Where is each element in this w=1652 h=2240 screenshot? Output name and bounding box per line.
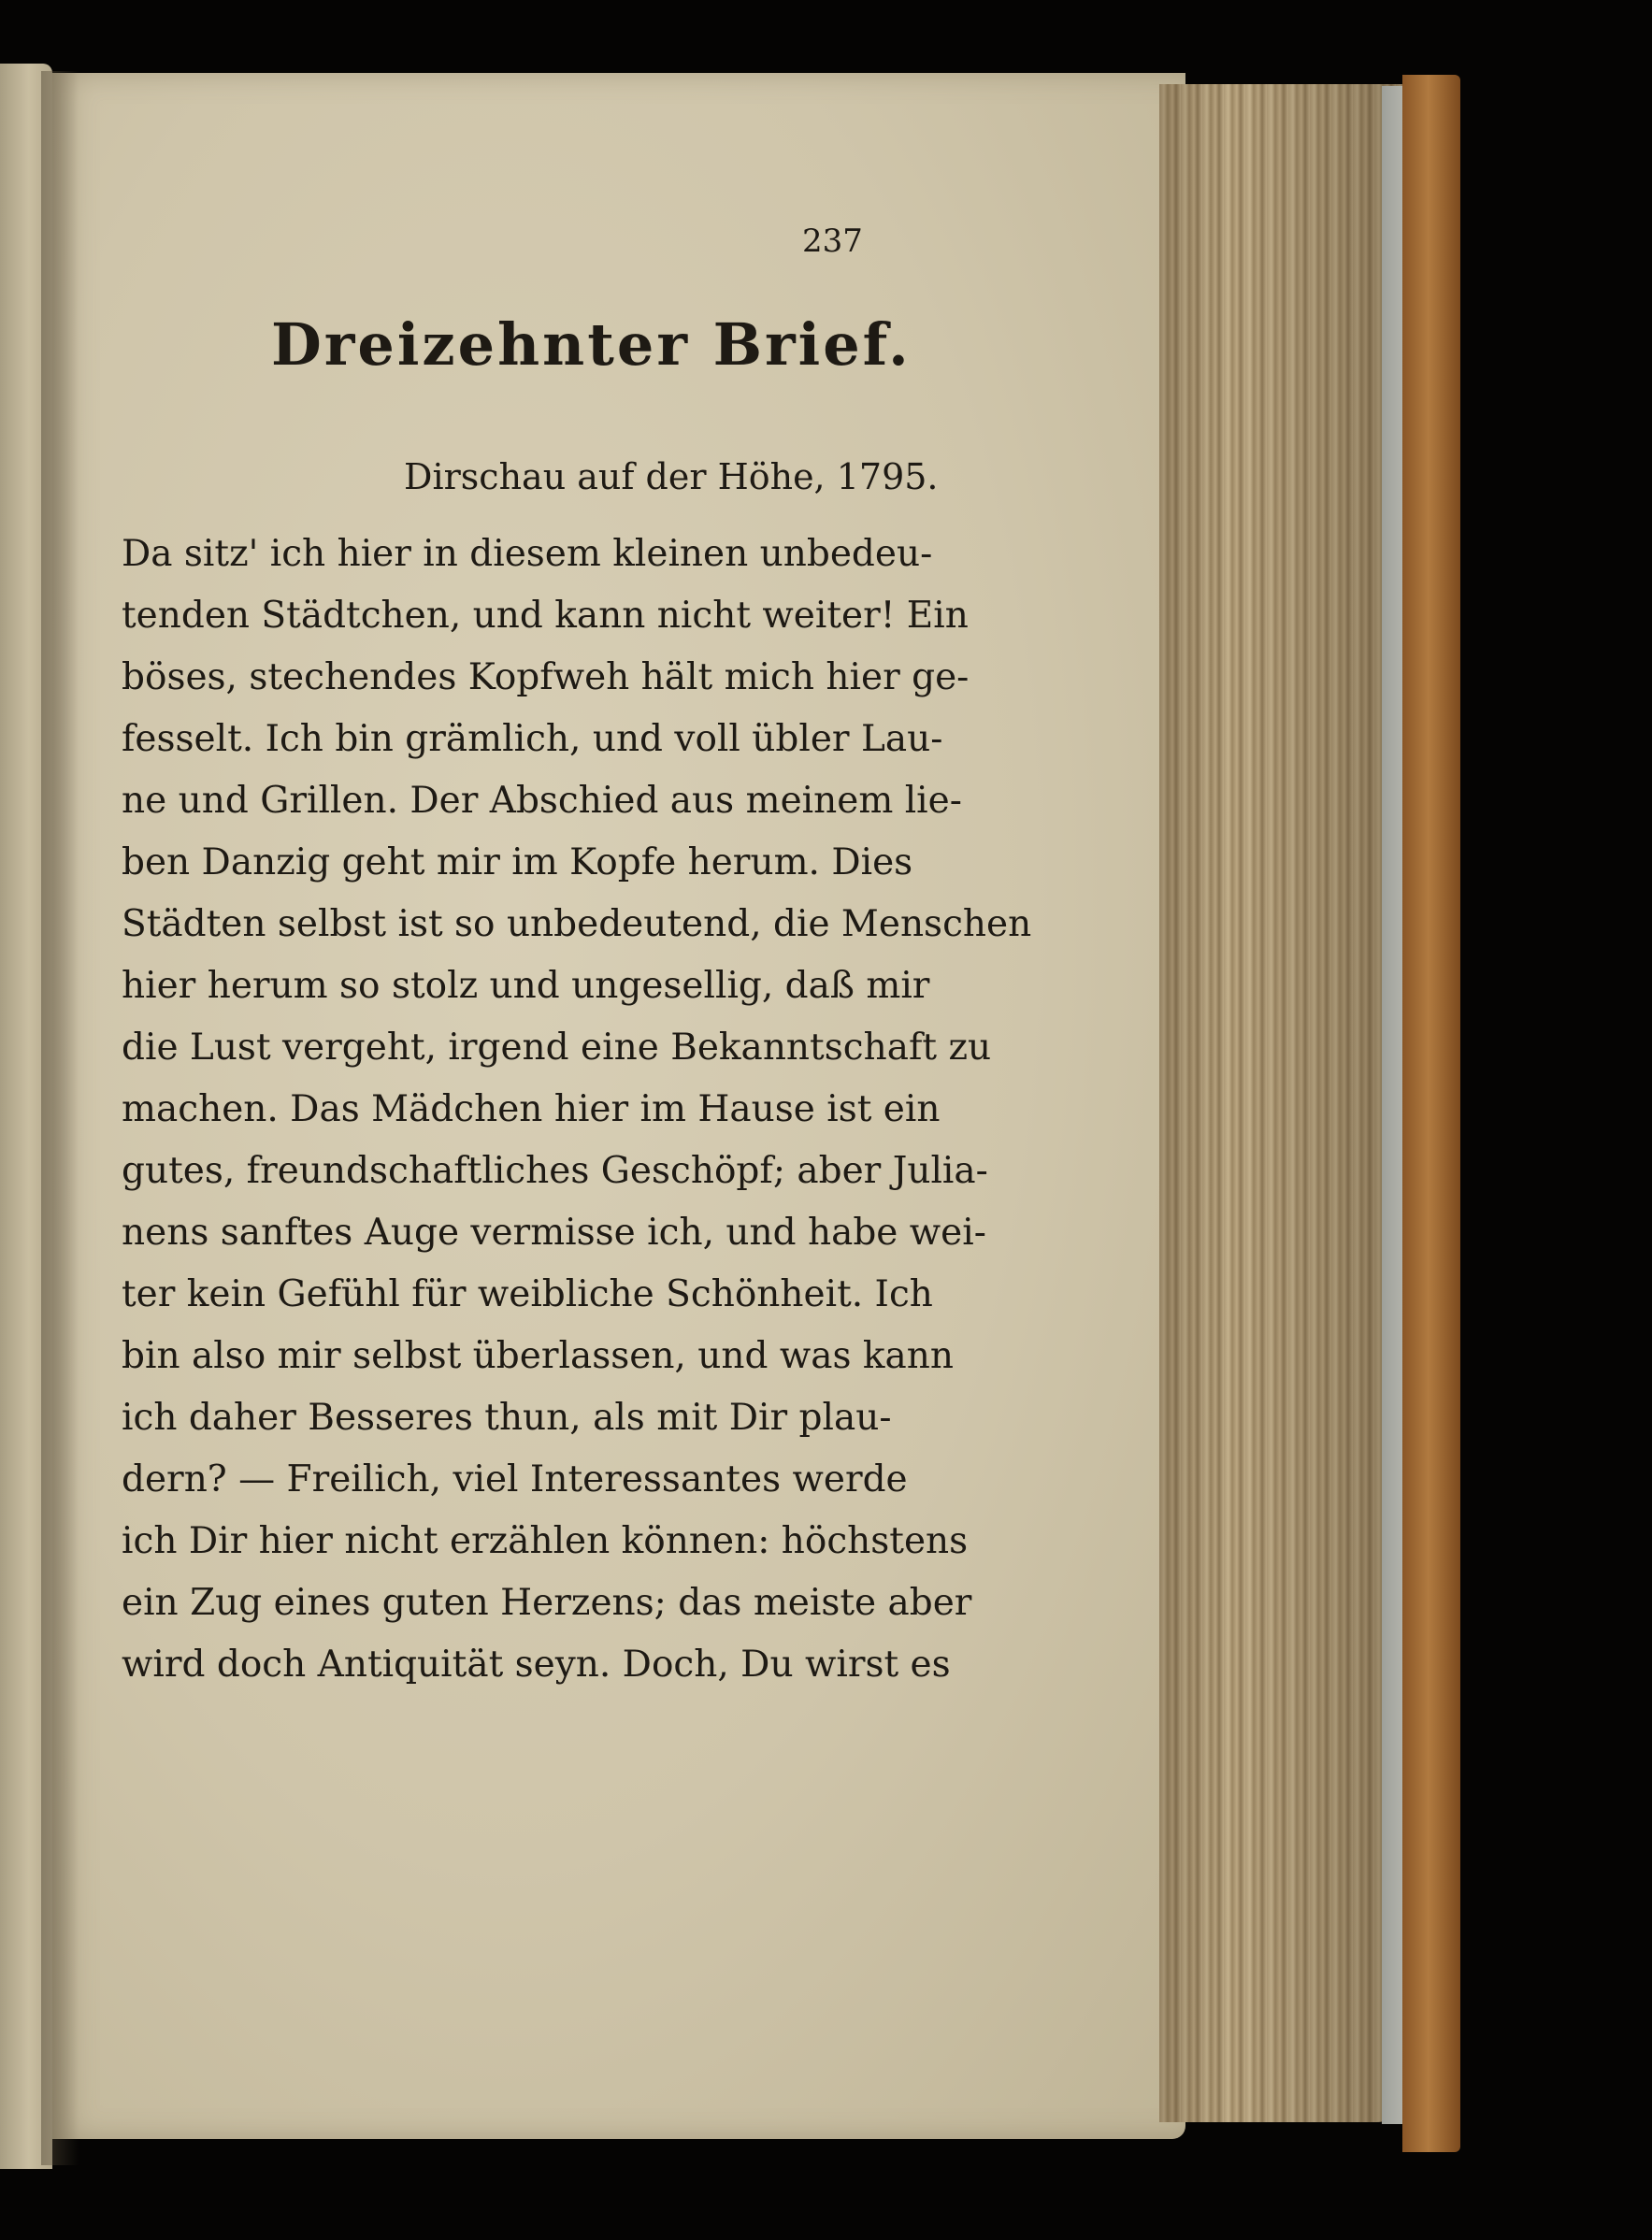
text-line: fesselt. Ich bin grämlich, und voll übler Lau-: [122, 718, 943, 760]
gutter-shadow: [41, 71, 79, 2165]
text-line: gutes, freundschaftliches Geschöpf; aber Julia-: [122, 1150, 988, 1192]
text-line: wird doch Antiquität seyn. Doch, Du wirst es: [122, 1644, 951, 1686]
body-text: [122, 524, 1032, 1696]
text-line: hier herum so stolz und ungesellig, daß mir: [122, 965, 930, 1007]
text-line: nens sanftes Auge vermisse ich, und habe wei-: [122, 1212, 986, 1254]
page-block-shade: [1159, 84, 1404, 2122]
text-line: dern? — Freilich, viel Interessantes werde: [122, 1458, 908, 1501]
chapter-title: Dreizehnter Brief.: [271, 310, 912, 379]
text-line: ter kein Gefühl für weibliche Schönheit. Ich: [122, 1273, 933, 1315]
text-line: Da sitz' ich hier in diesem kleinen unbedeu-: [122, 533, 933, 575]
book-cover: [1402, 75, 1460, 2152]
page-number: 237: [802, 223, 863, 260]
text-line: machen. Das Mädchen hier im Hause ist ein: [122, 1088, 941, 1130]
text-line: die Lust vergeht, irgend eine Bekanntschaft zu: [122, 1027, 992, 1069]
text-line: ben Danzig geht mir im Kopfe herum. Dies: [122, 841, 913, 883]
text-line: bin also mir selbst überlassen, und was kann: [122, 1335, 954, 1377]
text-line: ne und Grillen. Der Abschied aus meinem lie-: [122, 780, 962, 822]
text-line: Städten selbst ist so unbedeutend, die Menschen: [122, 903, 1032, 945]
text-line: ich Dir hier nicht erzählen können: höchstens: [122, 1520, 969, 1562]
text-line: böses, stechendes Kopfweh hält mich hier ge-: [122, 656, 970, 698]
text-line: ein Zug eines guten Herzens; das meiste aber: [122, 1582, 972, 1624]
text-line: tenden Städtchen, und kann nicht weiter! Ein: [122, 595, 969, 637]
dateline: Dirschau auf der Höhe, 1795.: [404, 456, 939, 497]
text-line: ich daher Besseres thun, als mit Dir plau-: [122, 1397, 892, 1439]
